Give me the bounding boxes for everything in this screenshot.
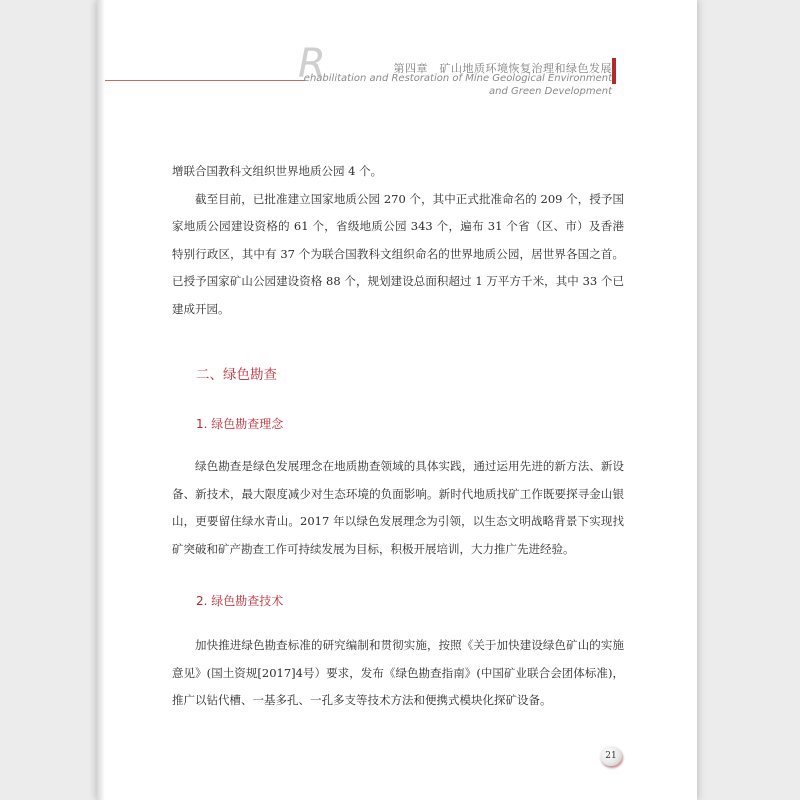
paragraph-geoparks: 截至目前，已批准建立国家地质公园 270 个，其中正式批准命名的 209 个，授予国家地质公园建设资格的 61 个，省级地质公园 343 个，遍布 31 个省（区、市）及香港特别行政区，其中有 37 个为联合国教科文组织命名的世界地质公园，居世界各国之首。已授予国家矿山公园建设资格 88 个，规划建设总面积超过 1 万平方千米，其中 33 个已建成开园。 <box>172 191 624 316</box>
header-decorative-letter: R <box>298 41 326 87</box>
subsection-heading-2: 2. 绿色勘查技术 <box>196 594 284 608</box>
chapter-title-cn: 第四章 矿山地质环境恢复治理和绿色发展 <box>393 62 612 75</box>
paragraph-green-exploration-technology: 加快推进绿色勘查标准的研究编制和贯彻实施，按照《关于加快建设绿色矿山的实施意见》(国土资规[2017]4号）要求，发布《绿色勘查指南》(中国矿业联合会团体标准)，推广以钻代槽、一基多孔、一孔多支等技术方法和便携式模块化探矿设备。 <box>172 638 624 707</box>
page-spine-shadow <box>97 0 105 800</box>
page-content <box>172 158 624 715</box>
paragraph-green-exploration-concept: 绿色勘查是绿色发展理念在地质勘查领域的具体实践，通过运用先进的新方法、新设备、新技术，最大限度减少对生态环境的负面影响。新时代地质找矿工作既要探寻金山银山，更要留住绿水青山。2017 年以绿色发展理念为引领，以生态文明战略背景下实现找矿突破和矿产勘查工作可持续发展为目标，积极开展培训，大力推广先进经验。 <box>172 459 624 556</box>
subsection-heading-1: 1. 绿色勘查理念 <box>196 417 284 431</box>
section-heading: 二、绿色勘查 <box>196 367 277 383</box>
header-accent-bar <box>612 58 616 84</box>
chapter-title-en-line1: ehabilitation and Restoration of Mine Geological Environment <box>303 73 612 84</box>
chapter-title-en-line2: and Green Development <box>489 86 612 97</box>
paragraph-continuation: 增联合国教科文组织世界地质公园 4 个。 <box>172 164 383 178</box>
page-number-badge: 21 <box>600 746 622 766</box>
header-rule <box>105 80 305 81</box>
